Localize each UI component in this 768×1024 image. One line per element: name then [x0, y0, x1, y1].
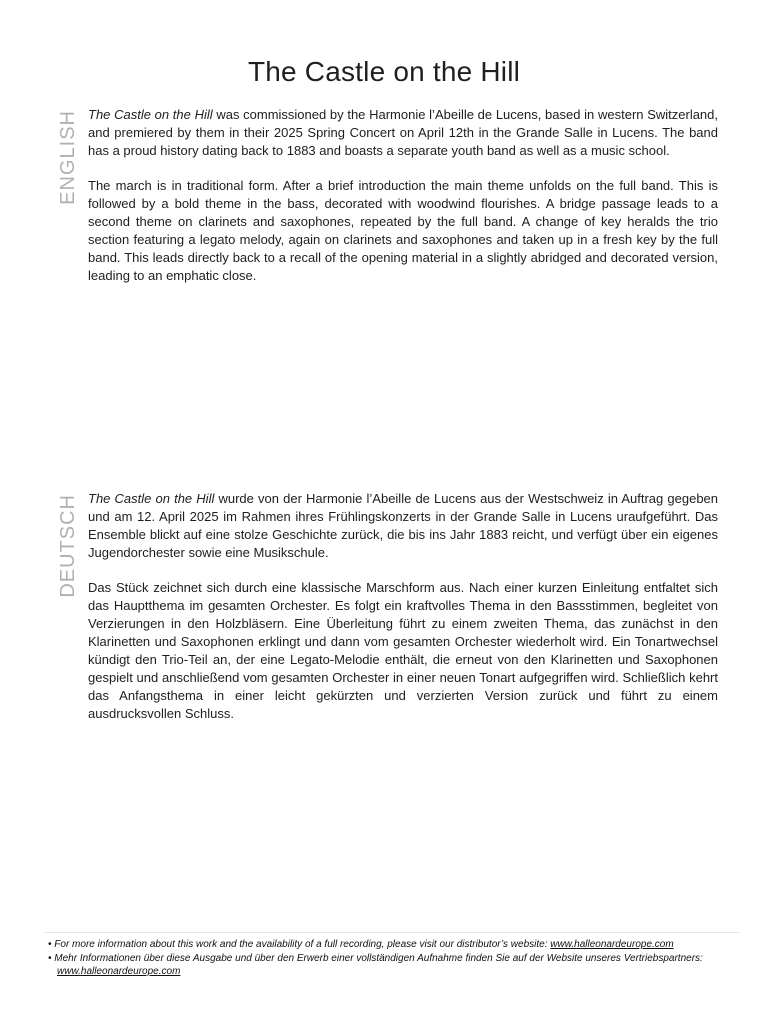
bullet-icon: • [48, 952, 55, 964]
footer-link-distributor-de[interactable]: www.halleonardeurope.com [57, 966, 181, 977]
footer-note-german-text: Mehr Informationen über diese Ausgabe und über den Erwerb einer vollständigen Aufnahme finden Sie auf der Website unseres Vertriebspartners: [54, 952, 703, 964]
german-paragraph-form: Das Stück zeichnet sich durch eine klassische Marschform aus. Nach einer kurzen Einleitung entfaltet sich das Hauptthema im gesamten Orchester. Es folgt ein kraftvolles Thema in den Bassstimmen, begleitet von Verzierungen in den Holzbläsern. Eine Überleitung führt zu einem zweiten Thema, das zunächst in den Klarinetten und Saxophonen erklingt und dann vom gesamten Orchester wiederholt wird. Ein Tonartwechsel kündigt den Trio-Teil an, der eine Legato-Melodie enthält, die erneut von den Klarinetten und Saxophonen gespielt und anschließend vom gesamten Orchester in einer neuen Tonart aufgegriffen wird. Schließlich kehrt das Anfangsthema in einer leicht gekürzten und verzierten Version zurück und führt zu einem ausdrucksvollen Schluss. [88, 580, 718, 721]
bullet-icon: • [48, 939, 55, 950]
footer-note-english [48, 938, 748, 952]
english-paragraph-form: The march is in traditional form. After a brief introduction the main theme unfolds on the full band. This is followed by a bold theme in the bass, decorated with woodwind flourishes. A bridge passage leads to a second theme on clarinets and saxophones, repeated by the full band. A change of key heralds the trio section featuring a legato melody, again on clarinets and saxophones and taken up in a fresh key by the full band. This leads directly back to a recall of the opening material in a slightly abridged and decorated version, leading to an emphatic close. [88, 178, 718, 283]
footer-link-distributor-en[interactable]: www.halleonardeurope.com [550, 939, 674, 950]
english-paragraph-commission [88, 106, 718, 160]
work-title-italic-en: The Castle on the Hill [88, 107, 213, 122]
english-section [88, 106, 718, 285]
footer [48, 938, 748, 979]
english-paragraph-commission-text: was commissioned by the Harmonie l’Abeille de Lucens, based in western Switzerland, and premiered by them in their 2025 Spring Concert on April 12th in the Grande Salle in Lucens. The band has a proud history dating back to 1883 and boasts a separate youth band as well as a music school. [88, 107, 719, 158]
footer-note-german [48, 952, 748, 979]
footer-divider [45, 932, 740, 933]
footer-note-english-text: For more information about this work and the availability of a full recording, please visit our distributor’s website: [54, 939, 551, 950]
page-title: The Castle on the Hill [247, 56, 521, 87]
german-section [88, 490, 718, 723]
german-section-vertical-label: DEUTSCH [57, 494, 79, 598]
english-section-vertical-label: ENGLISH [57, 110, 79, 205]
german-paragraph-commission-text: wurde von der Harmonie l’Abeille de Lucens aus der Westschweiz in Auftrag gegeben und am 12. April 2025 im Rahmen ihres Frühlingskonzerts in der Grande Salle in Lucens uraufgeführt. Das Ensemble blickt auf eine stolze Geschichte zurück, die bis ins Jahr 1883 reicht, und verfügt über ein eigenes Jugendorchester sowie eine Musikschule. [88, 491, 719, 560]
work-title-italic-de: The Castle on the Hill [88, 491, 215, 506]
german-paragraph-commission [88, 490, 718, 562]
